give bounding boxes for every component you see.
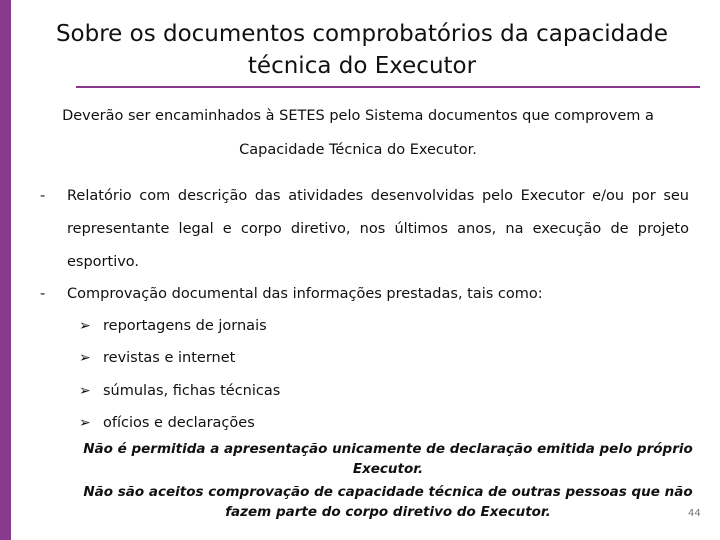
intro-line-1: Deverão ser encaminhados à SETES pelo Sistema documentos que comprovem a <box>62 108 654 124</box>
sub-item-label: reportagens de jornais <box>103 318 267 334</box>
sub-item <box>79 415 255 431</box>
sub-item-label: súmulas, fichas técnicas <box>103 383 281 399</box>
sub-item-label: ofícios e declarações <box>103 415 255 431</box>
bullet-1-line-3: esportivo. <box>67 254 140 270</box>
bullet-2-line-1: Comprovação documental das informações prestadas, tais como: <box>67 286 543 302</box>
intro-line-2: Capacidade Técnica do Executor. <box>239 142 477 158</box>
sub-item-label: revistas e internet <box>103 350 236 366</box>
left-accent-bar <box>0 0 11 540</box>
bullet-1-line-2: representante legal e corpo diretivo, nos últimos anos, na execução de projeto <box>67 221 689 237</box>
arrow-bullet-icon: ➢ <box>79 318 91 334</box>
title-underline <box>76 86 700 88</box>
bullet-1-line-1: Relatório com descrição das atividades desenvolvidas pelo Executor e/ou por seu <box>67 188 689 204</box>
sub-item <box>79 318 267 334</box>
bullet-marker: - <box>40 286 46 302</box>
sub-item <box>79 383 280 399</box>
arrow-bullet-icon: ➢ <box>79 415 91 431</box>
note-2: Não são aceitos comprovação de capacidade técnica de outras pessoas que não fazem parte do corpo diretivo do Executor. <box>83 484 693 520</box>
slide-title: Sobre os documentos comprobatórios da capacidade técnica do Executor <box>55 21 669 79</box>
arrow-bullet-icon: ➢ <box>79 350 91 366</box>
bullet-marker: - <box>40 188 46 204</box>
page-number: 44 <box>688 508 701 519</box>
arrow-bullet-icon: ➢ <box>79 383 91 399</box>
sub-item <box>79 350 235 366</box>
note-1: Não é permitida a apresentação unicamente de declaração emitida pelo próprio Executor. <box>83 441 693 477</box>
